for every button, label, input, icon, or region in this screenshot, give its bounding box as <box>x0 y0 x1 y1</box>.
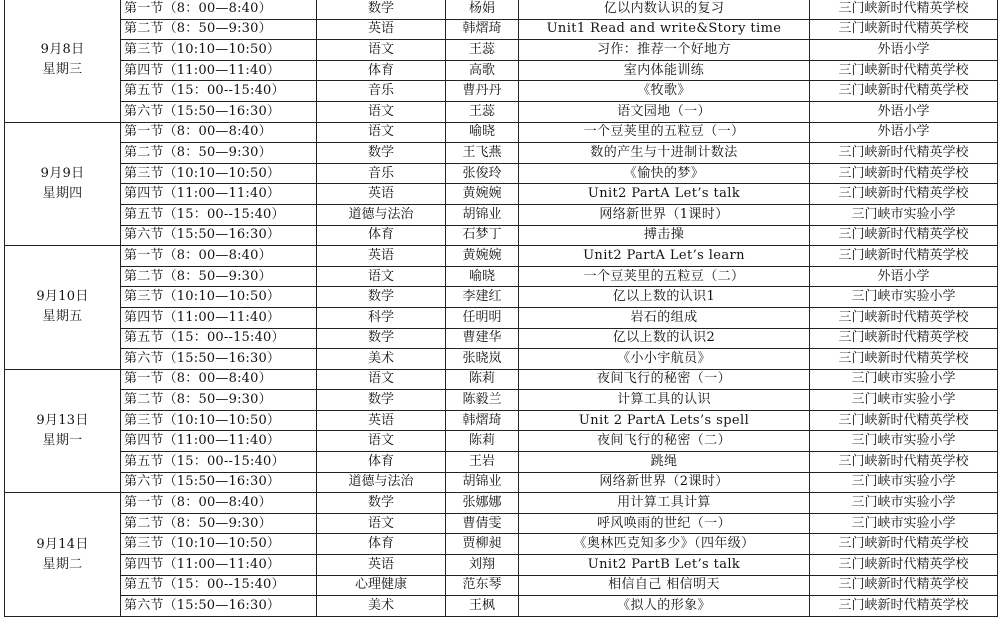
teacher-cell: 喻晓 <box>446 266 519 287</box>
school-cell: 三门峡市实验小学 <box>810 493 998 514</box>
teacher-cell: 刘翔 <box>446 555 519 576</box>
subject-cell: 英语 <box>317 246 446 267</box>
period-cell: 第六节（15:50—16:30） <box>121 472 317 493</box>
topic-cell: Unit2 PartB Let’s talk <box>519 555 810 576</box>
topic-cell: 《牧歌》 <box>519 81 810 102</box>
period-cell: 第二节（8：50—9:30） <box>121 19 317 40</box>
teacher-cell: 王枫 <box>446 596 519 617</box>
period-cell: 第四节（11:00—11:40） <box>121 431 317 452</box>
school-cell: 三门峡市实验小学 <box>810 369 998 390</box>
day-date: 9月14日 <box>36 536 89 552</box>
teacher-cell: 曹倩雯 <box>446 513 519 534</box>
topic-cell: 计算工具的认识 <box>519 390 810 411</box>
subject-cell: 数学 <box>317 143 446 164</box>
topic-cell: 《奥林匹克知多少》（四年级） <box>519 534 810 555</box>
period-cell: 第五节（15：00--15:40） <box>121 204 317 225</box>
subject-cell: 科学 <box>317 307 446 328</box>
table-row <box>5 472 998 493</box>
period-cell: 第三节（10:10—10:50） <box>121 163 317 184</box>
school-cell: 三门峡新时代精英学校 <box>810 163 998 184</box>
topic-cell: Unit2 PartA Let’s talk <box>519 184 810 205</box>
topic-cell: 《小小宇航员》 <box>519 349 810 370</box>
teacher-cell: 黄婉婉 <box>446 246 519 267</box>
table-row <box>5 122 998 143</box>
table-row <box>5 575 998 596</box>
teacher-cell: 喻晓 <box>446 122 519 143</box>
school-cell: 三门峡新时代精英学校 <box>810 143 998 164</box>
teacher-cell: 杨娟 <box>446 0 519 19</box>
period-cell: 第二节（8：50—9:30） <box>121 513 317 534</box>
table-row <box>5 0 998 19</box>
table-row <box>5 266 998 287</box>
topic-cell: 数的产生与十进制计数法 <box>519 143 810 164</box>
topic-cell: 相信自己 相信明天 <box>519 575 810 596</box>
subject-cell: 道德与法治 <box>317 472 446 493</box>
school-cell: 三门峡新时代精英学校 <box>810 225 998 246</box>
topic-cell: 呼风唤雨的世纪（一） <box>519 513 810 534</box>
period-cell: 第四节（11:00—11:40） <box>121 184 317 205</box>
period-cell: 第二节（8：50—9:30） <box>121 266 317 287</box>
period-cell: 第六节（15:50—16:30） <box>121 596 317 617</box>
day-date: 9月13日 <box>36 412 89 428</box>
day-weekday: 星期二 <box>42 556 83 572</box>
period-cell: 第一节（8：00—8:40） <box>121 369 317 390</box>
topic-cell: 室内体能训练 <box>519 60 810 81</box>
topic-cell: 一个豆荚里的五粒豆（二） <box>519 266 810 287</box>
day-cell <box>5 0 121 122</box>
period-cell: 第三节（10:10—10:50） <box>121 287 317 308</box>
teacher-cell: 李建红 <box>446 287 519 308</box>
table-row <box>5 40 998 61</box>
teacher-cell: 曹建华 <box>446 328 519 349</box>
subject-cell: 音乐 <box>317 81 446 102</box>
topic-cell: Unit1 Read and write&Story time <box>519 19 810 40</box>
period-cell: 第一节（8：00—8:40） <box>121 0 317 19</box>
teacher-cell: 曹丹丹 <box>446 81 519 102</box>
topic-cell: 网络新世界（2课时） <box>519 472 810 493</box>
school-cell: 三门峡新时代精英学校 <box>810 60 998 81</box>
subject-cell: 体育 <box>317 452 446 473</box>
school-cell: 外语小学 <box>810 266 998 287</box>
subject-cell: 语文 <box>317 513 446 534</box>
table-row <box>5 555 998 576</box>
subject-cell: 体育 <box>317 534 446 555</box>
day-date: 9月10日 <box>36 289 89 305</box>
school-cell: 三门峡新时代精英学校 <box>810 307 998 328</box>
table-row <box>5 163 998 184</box>
topic-cell: 《愉快的梦》 <box>519 163 810 184</box>
teacher-cell: 王飞燕 <box>446 143 519 164</box>
teacher-cell: 胡锦业 <box>446 472 519 493</box>
table-row <box>5 596 998 617</box>
day-cell <box>5 246 121 370</box>
table-row <box>5 287 998 308</box>
topic-cell: 岩石的组成 <box>519 307 810 328</box>
school-cell: 三门峡新时代精英学校 <box>810 328 998 349</box>
table-row <box>5 184 998 205</box>
school-cell: 三门峡新时代精英学校 <box>810 19 998 40</box>
subject-cell: 美术 <box>317 596 446 617</box>
period-cell: 第四节（11:00—11:40） <box>121 60 317 81</box>
period-cell: 第五节（15：00--15:40） <box>121 575 317 596</box>
table-row <box>5 534 998 555</box>
period-cell: 第六节（15:50—16:30） <box>121 225 317 246</box>
table-row <box>5 225 998 246</box>
school-cell: 三门峡市实验小学 <box>810 287 998 308</box>
subject-cell: 英语 <box>317 19 446 40</box>
day-weekday: 星期五 <box>42 309 83 325</box>
subject-cell: 数学 <box>317 287 446 308</box>
schedule-table-body <box>5 0 998 616</box>
day-weekday: 星期三 <box>42 62 83 78</box>
subject-cell: 英语 <box>317 555 446 576</box>
table-row <box>5 431 998 452</box>
period-cell: 第二节（8：50—9:30） <box>121 390 317 411</box>
day-cell <box>5 369 121 493</box>
period-cell: 第二节（8：50—9:30） <box>121 143 317 164</box>
period-cell: 第六节（15:50—16:30） <box>121 101 317 122</box>
period-cell: 第五节（15：00--15:40） <box>121 328 317 349</box>
table-row <box>5 101 998 122</box>
table-row <box>5 307 998 328</box>
teacher-cell: 王蕊 <box>446 40 519 61</box>
topic-cell: 网络新世界（1课时） <box>519 204 810 225</box>
school-cell: 三门峡市实验小学 <box>810 431 998 452</box>
teacher-cell: 贾柳昶 <box>446 534 519 555</box>
teacher-cell: 张俊玲 <box>446 163 519 184</box>
day-date: 9月8日 <box>40 42 85 58</box>
school-cell: 三门峡新时代精英学校 <box>810 452 998 473</box>
school-cell: 外语小学 <box>810 101 998 122</box>
period-cell: 第四节（11:00—11:40） <box>121 307 317 328</box>
subject-cell: 语文 <box>317 101 446 122</box>
subject-cell: 数学 <box>317 328 446 349</box>
teacher-cell: 韩熠琦 <box>446 410 519 431</box>
period-cell: 第一节（8：00—8:40） <box>121 493 317 514</box>
school-cell: 三门峡新时代精英学校 <box>810 575 998 596</box>
subject-cell: 道德与法治 <box>317 204 446 225</box>
period-cell: 第一节（8：00—8:40） <box>121 246 317 267</box>
school-cell: 三门峡市实验小学 <box>810 472 998 493</box>
teacher-cell: 高歌 <box>446 60 519 81</box>
subject-cell: 音乐 <box>317 163 446 184</box>
school-cell: 三门峡新时代精英学校 <box>810 349 998 370</box>
teacher-cell: 范东琴 <box>446 575 519 596</box>
topic-cell: 夜间飞行的秘密（一） <box>519 369 810 390</box>
subject-cell: 数学 <box>317 390 446 411</box>
school-cell: 三门峡新时代精英学校 <box>810 555 998 576</box>
school-cell: 三门峡市实验小学 <box>810 204 998 225</box>
day-weekday: 星期一 <box>42 432 83 448</box>
subject-cell: 英语 <box>317 410 446 431</box>
subject-cell: 语文 <box>317 369 446 390</box>
teacher-cell: 韩熠琦 <box>446 19 519 40</box>
topic-cell: Unit2 PartA Let’s learn <box>519 246 810 267</box>
subject-cell: 语文 <box>317 40 446 61</box>
period-cell: 第六节（15:50—16:30） <box>121 349 317 370</box>
topic-cell: 亿以上数的认识1 <box>519 287 810 308</box>
table-row <box>5 452 998 473</box>
table-row <box>5 60 998 81</box>
subject-cell: 心理健康 <box>317 575 446 596</box>
table-row <box>5 143 998 164</box>
topic-cell: 夜间飞行的秘密（二） <box>519 431 810 452</box>
teacher-cell: 黄婉婉 <box>446 184 519 205</box>
subject-cell: 语文 <box>317 266 446 287</box>
topic-cell: 习作：推荐一个好地方 <box>519 40 810 61</box>
day-date: 9月9日 <box>40 165 85 181</box>
teacher-cell: 张娜娜 <box>446 493 519 514</box>
subject-cell: 语文 <box>317 122 446 143</box>
teacher-cell: 王蕊 <box>446 101 519 122</box>
day-weekday: 星期四 <box>42 185 83 201</box>
teacher-cell: 陈毅兰 <box>446 390 519 411</box>
topic-cell: 一个豆荚里的五粒豆（一） <box>519 122 810 143</box>
table-row <box>5 493 998 514</box>
teacher-cell: 任明明 <box>446 307 519 328</box>
teacher-cell: 陈莉 <box>446 369 519 390</box>
school-cell: 三门峡市实验小学 <box>810 513 998 534</box>
period-cell: 第三节（10:10—10:50） <box>121 534 317 555</box>
topic-cell: 用计算工具计算 <box>519 493 810 514</box>
table-row <box>5 390 998 411</box>
teacher-cell: 胡锦业 <box>446 204 519 225</box>
school-cell: 三门峡新时代精英学校 <box>810 410 998 431</box>
period-cell: 第五节（15：00--15:40） <box>121 452 317 473</box>
day-cell <box>5 493 121 617</box>
table-row <box>5 410 998 431</box>
topic-cell: 《拟人的形象》 <box>519 596 810 617</box>
teacher-cell: 陈莉 <box>446 431 519 452</box>
subject-cell: 美术 <box>317 349 446 370</box>
subject-cell: 体育 <box>317 225 446 246</box>
table-row <box>5 19 998 40</box>
teacher-cell: 石梦丁 <box>446 225 519 246</box>
subject-cell: 体育 <box>317 60 446 81</box>
school-cell: 三门峡市实验小学 <box>810 390 998 411</box>
period-cell: 第三节（10:10—10:50） <box>121 410 317 431</box>
table-row <box>5 81 998 102</box>
period-cell: 第三节（10:10—10:50） <box>121 40 317 61</box>
subject-cell: 英语 <box>317 184 446 205</box>
topic-cell: 亿以上数的认识2 <box>519 328 810 349</box>
school-cell: 三门峡新时代精英学校 <box>810 184 998 205</box>
topic-cell: Unit 2 PartA Lets’s spell <box>519 410 810 431</box>
topic-cell: 亿以内数认识的复习 <box>519 0 810 19</box>
topic-cell: 语文园地（一） <box>519 101 810 122</box>
subject-cell: 数学 <box>317 493 446 514</box>
period-cell: 第四节（11:00—11:40） <box>121 555 317 576</box>
table-row <box>5 513 998 534</box>
topic-cell: 搏击操 <box>519 225 810 246</box>
schedule-table <box>4 0 998 617</box>
school-cell: 三门峡新时代精英学校 <box>810 246 998 267</box>
school-cell: 三门峡新时代精英学校 <box>810 534 998 555</box>
subject-cell: 数学 <box>317 0 446 19</box>
period-cell: 第五节（15：00--15:40） <box>121 81 317 102</box>
school-cell: 外语小学 <box>810 40 998 61</box>
table-row <box>5 246 998 267</box>
teacher-cell: 张晓岚 <box>446 349 519 370</box>
teacher-cell: 王岩 <box>446 452 519 473</box>
school-cell: 外语小学 <box>810 122 998 143</box>
school-cell: 三门峡新时代精英学校 <box>810 596 998 617</box>
table-row <box>5 328 998 349</box>
school-cell: 三门峡新时代精英学校 <box>810 81 998 102</box>
period-cell: 第一节（8：00—8:40） <box>121 122 317 143</box>
school-cell: 三门峡新时代精英学校 <box>810 0 998 19</box>
day-cell <box>5 122 121 246</box>
table-row <box>5 369 998 390</box>
table-row <box>5 349 998 370</box>
subject-cell: 语文 <box>317 431 446 452</box>
table-row <box>5 204 998 225</box>
topic-cell: 跳绳 <box>519 452 810 473</box>
